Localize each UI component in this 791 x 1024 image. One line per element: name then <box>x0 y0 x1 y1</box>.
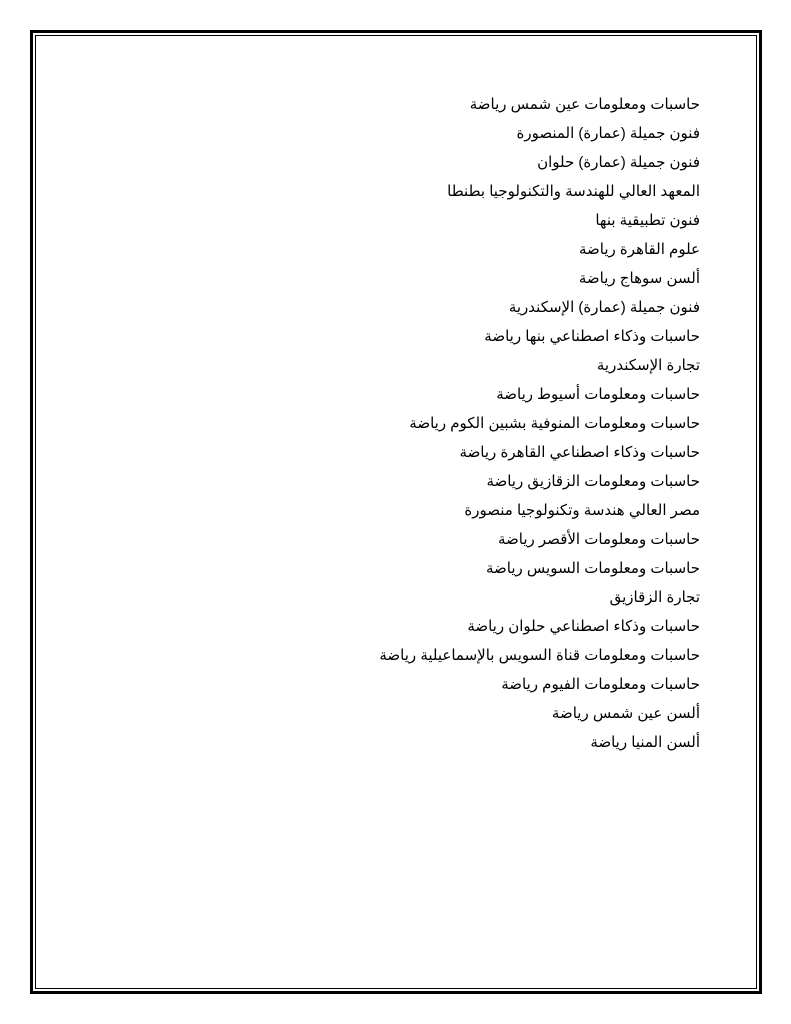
list-item: حاسبات ومعلومات عين شمس رياضة <box>469 96 700 113</box>
list-item: حاسبات وذكاء اصطناعي بنها رياضة <box>484 328 700 345</box>
list-item: ألسن المنيا رياضة <box>590 734 700 751</box>
list-item: فنون جميلة (عمارة) الإسكندرية <box>508 299 700 316</box>
list-item: حاسبات ومعلومات الأقصر رياضة <box>497 531 700 548</box>
list-item: حاسبات وذكاء اصطناعي حلوان رياضة <box>467 618 700 635</box>
list-item: فنون جميلة (عمارة) المنصورة <box>516 125 700 142</box>
list-item: المعهد العالي للهندسة والتكنولوجيا بطنطا <box>447 183 700 200</box>
list-item: حاسبات وذكاء اصطناعي القاهرة رياضة <box>459 444 700 461</box>
faculty-list <box>200 90 700 757</box>
list-item: ألسن سوهاج رياضة <box>578 270 700 287</box>
list-item: حاسبات ومعلومات أسيوط رياضة <box>496 386 700 403</box>
list-item: تجارة الإسكندرية <box>596 357 700 374</box>
list-item: تجارة الزقازيق <box>609 589 700 606</box>
list-item: حاسبات ومعلومات الزقازيق رياضة <box>486 473 700 490</box>
list-item: حاسبات ومعلومات المنوفية بشبين الكوم رياضة <box>409 415 700 432</box>
list-item: حاسبات ومعلومات الفيوم رياضة <box>501 676 700 693</box>
list-item: فنون جميلة (عمارة) حلوان <box>537 154 700 171</box>
list-item: علوم القاهرة رياضة <box>579 241 700 258</box>
list-item: ألسن عين شمس رياضة <box>551 705 700 722</box>
list-item: مصر العالي هندسة وتكنولوجيا منصورة <box>464 502 700 519</box>
list-item: حاسبات ومعلومات السويس رياضة <box>485 560 700 577</box>
list-item: فنون تطبيقية بنها <box>595 212 700 229</box>
list-item: حاسبات ومعلومات قناة السويس بالإسماعيلية رياضة <box>379 647 700 664</box>
